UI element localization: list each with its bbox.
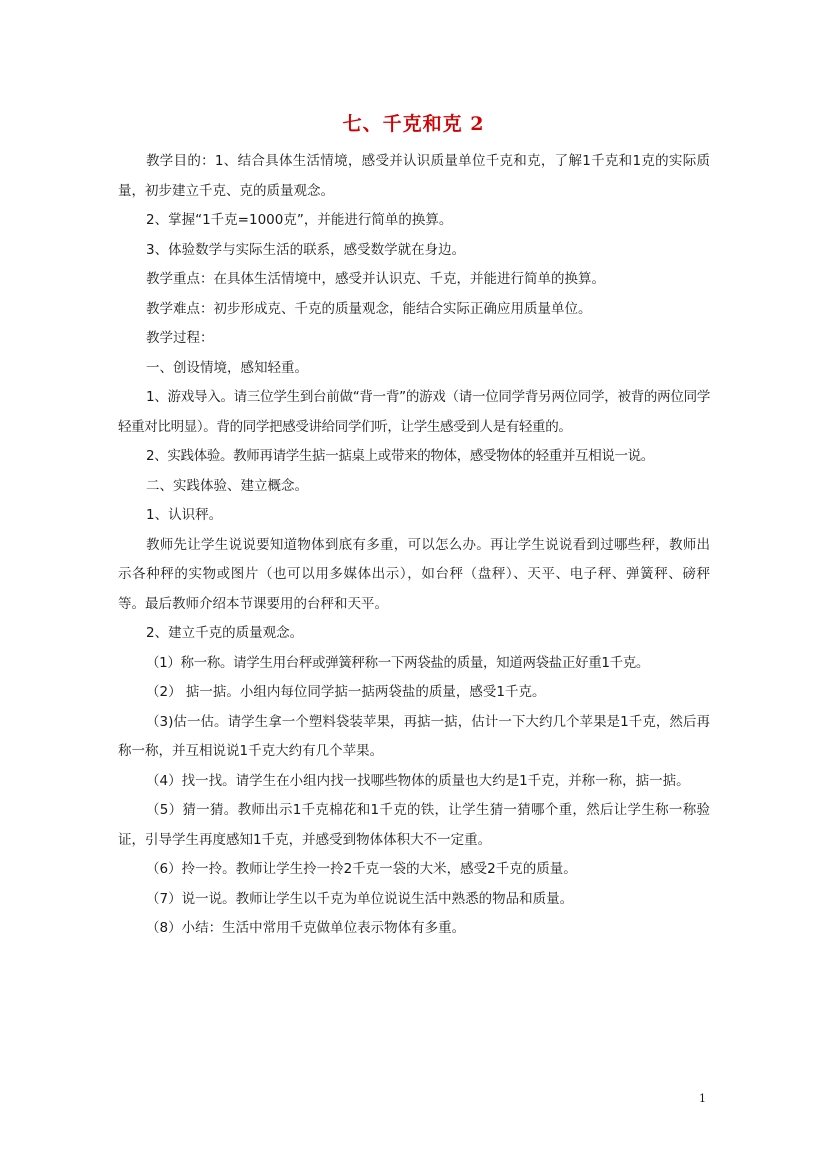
section-heading-1: 一、创设情境，感知轻重。	[146, 359, 308, 376]
paragraph-game-intro: 1、游戏导入。请三位学生到台前做“背一背”的游戏（请一位同学背另两位同学，被背的两位同学轻重对比明显）。背的同学把感受讲给同学们听，让学生感受到人是有轻重的。	[118, 389, 710, 435]
document-title: 七、千克和克 2	[342, 113, 485, 135]
list-item-estimate: （3)估一估。请学生拿一个塑料袋装苹果，再掂一掂，估计一下大约几个苹果是1千克，然后再称一称，并互相说说1千克大约有几个苹果。	[118, 713, 710, 759]
paragraph-scales-heading: 1、认识秤。	[146, 507, 223, 523]
paragraph-process-heading: 教学过程：	[146, 330, 214, 346]
paragraph-practice: 2、实践体验。教师再请学生掂一掂桌上或带来的物体，感受物体的轻重并互相说一说。	[146, 448, 654, 464]
list-item-summary: （8）小结：生活中常用千克做单位表示物体有多重。	[146, 920, 466, 936]
document-body	[118, 147, 710, 944]
list-item-weigh: （1）称一称。请学生用台秤或弹簧秤称一下两袋盐的质量，知道两袋盐正好重1千克。	[146, 654, 650, 671]
paragraph-objectives: 教学目的：1、结合具体生活情境，感受并认识质量单位千克和克，了解1千克和1克的实际质量，初步建立千克、克的质量观念。	[118, 153, 710, 199]
paragraph-kilogram-heading: 2、建立千克的质量观念。	[146, 625, 304, 641]
list-item-find: （4）找一找。请学生在小组内找一找哪些物体的质量也大约是1千克，并称一称，掂一掂。	[146, 772, 690, 789]
list-item-guess: （5）猜一猜。教师出示1千克棉花和1千克的铁，让学生猜一猜哪个重，然后让学生称一称验证，引导学生再度感知1千克，并感受到物体体积大不一定重。	[118, 802, 710, 848]
paragraph-scales: 教师先让学生说说要知道物体到底有多重，可以怎么办。再让学生说说看到过哪些秤，教师出示各种秤的实物或图片（也可以用多媒体出示），如台秤（盘秤）、天平、电子秤、弹簧秤、磅秤等。最后教师介绍本节课要用的台秤和天平。	[118, 536, 710, 612]
paragraph-key-points: 教学重点：在具体生活情境中，感受并认识克、千克，并能进行简单的换算。	[146, 271, 605, 287]
paragraph-objective-3: 3、体验数学与实际生活的联系，感受数学就在身边。	[146, 241, 466, 258]
page-number: 1	[699, 1092, 706, 1105]
paragraph-objective-2: 2、掌握“1千克=1000克”，并能进行简单的换算。	[146, 212, 453, 228]
list-item-heft: （2） 掂一掂。小组内每位同学掂一掂两袋盐的质量，感受1千克。	[146, 684, 546, 700]
paragraph-difficulties: 教学难点：初步形成克、千克的质量观念，能结合实际正确应用质量单位。	[146, 300, 592, 317]
list-item-lift: （6）拎一拎。教师让学生拎一拎2千克一袋的大米，感受2千克的质量。	[146, 861, 577, 877]
list-item-say: （7）说一说。教师让学生以千克为单位说说生活中熟悉的物品和质量。	[146, 890, 574, 907]
section-heading-2: 二、实践体验、建立概念。	[146, 477, 308, 494]
